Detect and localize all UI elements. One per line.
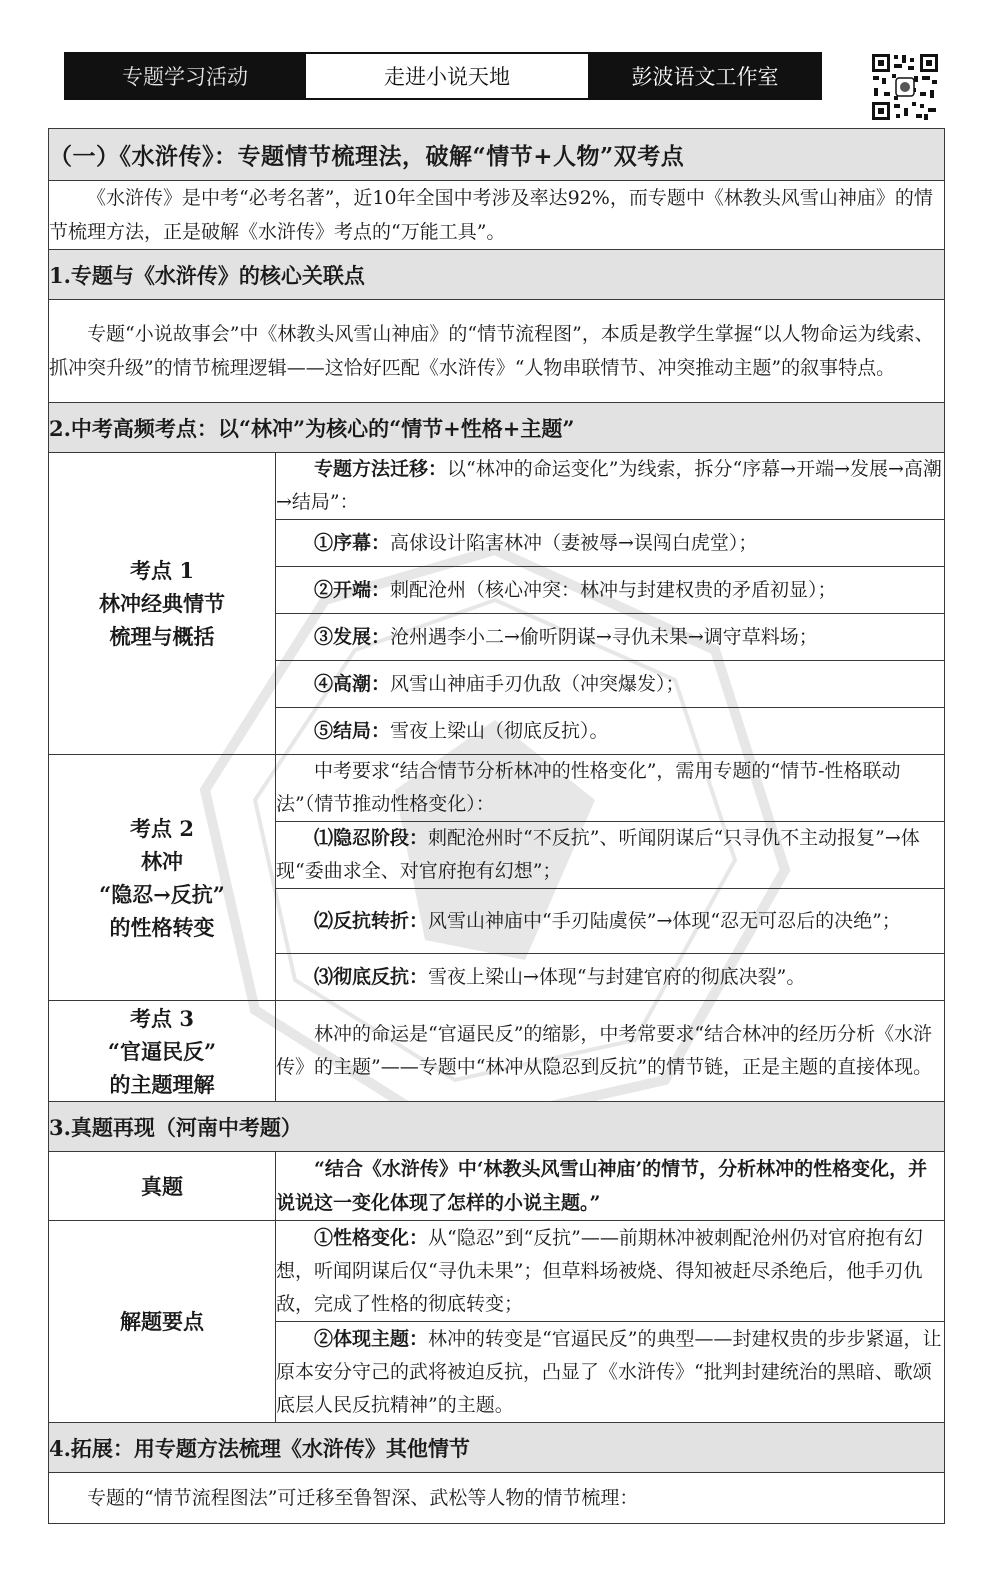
plot-item-prologue [276,520,945,567]
question-label: 真题 [49,1152,276,1221]
header-banner [64,52,822,100]
kaodian-1-number: 考点 1 [130,558,194,583]
section-4-heading: 4.拓展：用专题方法梳理《水浒传》其他情节 [49,1423,945,1473]
kaodian-1-intro-text: 以“林冲的命运变化”为线索，拆分“序幕→开端→发展→高潮→结局”： [276,458,942,513]
kaodian-1-label [49,453,276,755]
kaodian-2-label [49,755,276,1001]
answer-point-2-text: 林冲的转变是“官逼民反”的典型——封建权贵的步步紧逼，让原本安分守己的武将被迫反抗，凸显了《水浒传》“批判封建统治的黑暗、歌颂底层人民反抗精神”的主题。 [276,1327,942,1416]
plot-item-label: ④高潮： [314,672,391,695]
plot-item-development [276,614,945,661]
plot-item-label: ⑤结局： [314,719,391,742]
trait-item-label: ⑵反抗转折： [314,909,429,932]
answer-point-2-label: ②体现主题： [314,1327,429,1350]
trait-item-text: 刺配沧州时“不反抗”、听闻阴谋后“只寻仇不主动报复”→体现“委曲求全、对官府抱有幻想”； [276,827,920,882]
trait-item-revolt [276,954,945,1001]
kaodian-1-line2: 林冲经典情节 [99,591,225,616]
kaodian-1-intro [276,453,945,520]
answer-point-2 [276,1322,945,1423]
trait-item-label: ⑶彻底反抗： [314,965,429,988]
header-activity: 专题学习活动 [66,54,304,98]
trait-item-label: ⑴隐忍阶段： [314,827,429,849]
content-table [48,128,945,1524]
kaodian-3-line3: 的主题理解 [109,1071,215,1097]
answer-point-1-label: ①性格变化： [314,1226,429,1249]
kaodian-2-intro: 中考要求“结合情节分析林冲的性格变化”，需用专题的“情节-性格联动法”（情节推动性格变化）： [276,755,945,822]
plot-item-climax [276,661,945,708]
plot-item-text: 刺配沧州（核心冲突：林冲与封建权贵的矛盾初显）； [390,578,837,601]
kaodian-2-line4: 的性格转变 [109,914,215,940]
trait-item-text: 雪夜上梁山→体现“与封建官府的彻底决裂”。 [428,965,806,988]
plot-item-text: 风雪山神庙手刃仇敌（冲突爆发）； [390,672,685,695]
plot-item-label: ②开端： [314,578,391,601]
qr-code-icon [870,52,940,122]
plot-item-text: 雪夜上梁山（彻底反抗）。 [390,719,609,742]
plot-item-ending [276,708,945,755]
plot-item-label: ①序幕： [314,531,391,554]
kaodian-3-label [49,1001,276,1102]
header-topic: 走进小说天地 [304,54,590,98]
main-title: （一）《水浒传》：专题情节梳理法，破解“情节+人物”双考点 [49,129,945,181]
header-studio: 彭波语文工作室 [590,54,820,98]
kaodian-2-number: 考点 2 [130,815,194,841]
answer-point-1-text: 从“隐忍”到“反抗”——前期林冲被刺配沧州仍对官府抱有幻想，听闻阴谋后仅“寻仇未果”；但草料场被烧、得知被赶尽杀绝后，他手刃仇敌，完成了性格的彻底转变； [276,1226,923,1315]
kaodian-3-text: 林冲的命运是“官逼民反”的缩影，中考常要求“结合林冲的经历分析《水浒传》的主题”——专题中“林冲从隐忍到反抗”的情节链，正是主题的直接体现。 [276,1001,945,1102]
plot-item-text: 沧州遇李小二→偷听阴谋→寻仇未果→调守草料场； [390,625,818,648]
section-3-heading: 3.真题再现（河南中考题） [49,1102,945,1152]
plot-item-text: 高俅设计陷害林冲（妻被辱→误闯白虎堂）； [390,531,758,554]
trait-item-text: 风雪山神庙中“手刃陆虞侯”→体现“忍无可忍后的决绝”； [428,909,901,932]
section-1-heading: 1.专题与《水浒传》的核心关联点 [49,250,945,300]
kaodian-1-intro-bold: 专题方法迁移： [314,458,448,480]
plot-item-label: ③发展： [314,625,391,648]
kaodian-2-line3: “隐忍→反抗” [99,881,225,907]
section-4-paragraph: 专题的“情节流程图法”可迁移至鲁智深、武松等人物的情节梳理： [49,1473,945,1524]
trait-item-turn [276,889,945,954]
intro-paragraph: 《水浒传》是中考“必考名著”，近10年全国中考涉及率达92%，而专题中《林教头风雪山神庙》的情节梳理方法，正是破解《水浒传》考点的“万能工具”。 [49,181,945,250]
kaodian-1-line3: 梳理与概括 [109,624,215,649]
answer-point-1 [276,1221,945,1322]
answer-label: 解题要点 [49,1221,276,1423]
plot-item-opening [276,567,945,614]
kaodian-3-number: 考点 3 [130,1005,194,1031]
kaodian-2-line2: 林冲 [141,848,183,874]
section-1-paragraph: 专题“小说故事会”中《林教头风雪山神庙》的“情节流程图”，本质是教学生掌握“以人物命运为线索、抓冲突升级”的情节梳理逻辑——这恰好匹配《水浒传》“人物串联情节、冲突推动主题”的叙事特点。 [49,300,945,403]
trait-item-endure [276,822,945,889]
kaodian-3-line2: “官逼民反” [107,1038,217,1064]
question-text: “结合《水浒传》中‘林教头风雪山神庙’的情节，分析林冲的性格变化，并说说这一变化体现了怎样的小说主题。” [276,1152,945,1221]
section-2-heading: 2.中考高频考点：以“林冲”为核心的“情节+性格+主题” [49,403,945,453]
